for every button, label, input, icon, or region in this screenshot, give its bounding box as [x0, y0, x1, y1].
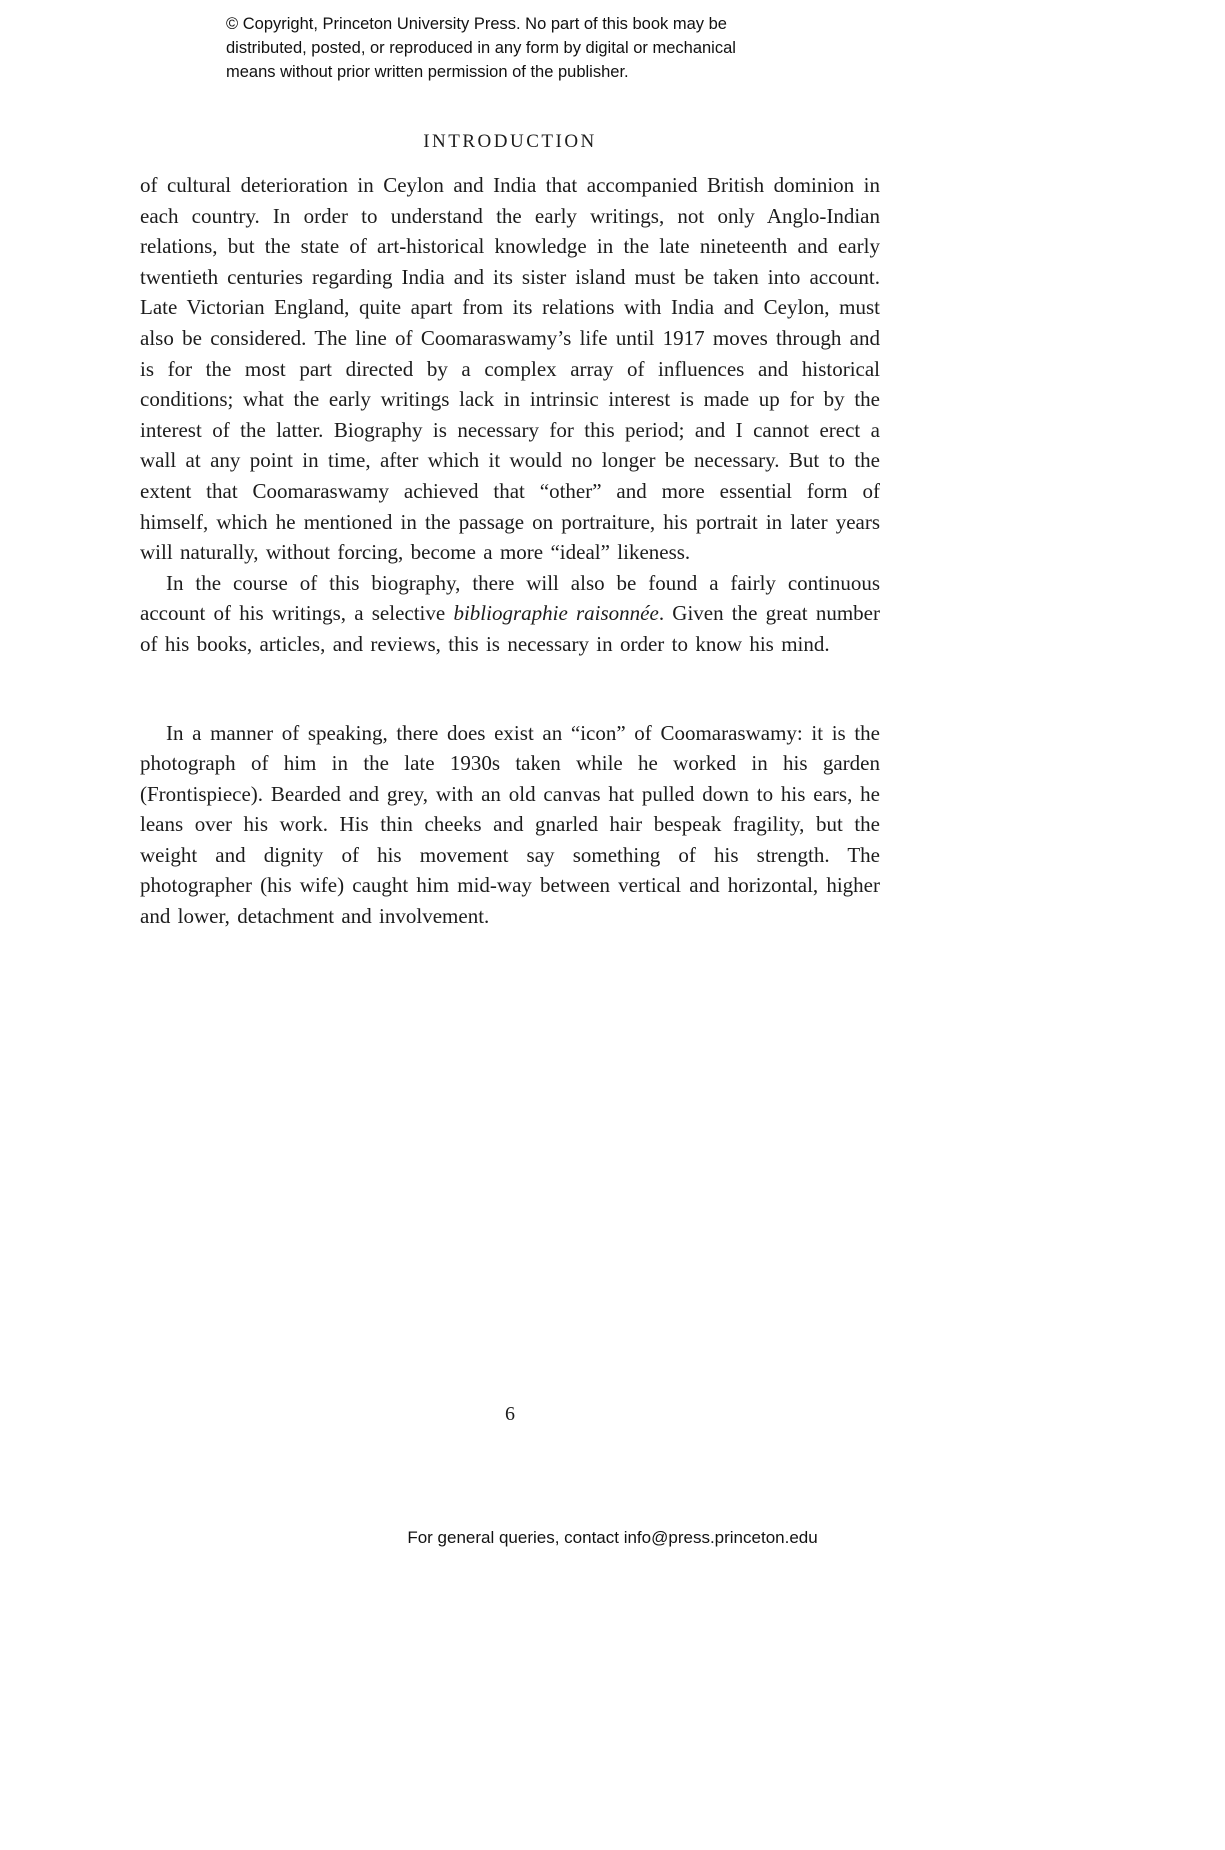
page-number: 6: [505, 1403, 515, 1425]
copyright-line-1: © Copyright, Princeton University Press. No part of this book may be: [226, 15, 727, 33]
body-text: [140, 170, 880, 932]
chapter-heading: INTRODUCTION: [423, 131, 597, 152]
paragraph-2-text-post: . Given the great number of his books, articles, and reviews, this is necessary in order to know his mind.: [140, 601, 880, 656]
paragraph-1: of cultural deterioration in Ceylon and India that accompanied British dominion in each country. In order to understand the early writings, not only Anglo-Indian relations, but the state of art-historical knowledge in the late nineteenth and early twentieth centuries regarding India and its sister island must be taken into account. Late Victorian England, quite apart from its relations with India and Ceylon, must also be considered. The line of Coomaraswamy’s life until 1917 moves through and is for the most part directed by a complex array of influences and historical conditions; what the early writings lack in intrinsic interest is made up for by the interest of the latter. Biography is necessary for this period; and I cannot erect a wall at any point in time, after which it would no longer be necessary. But to the extent that Coomaraswamy achieved that “other” and more essential form of himself, which he mentioned in the passage on portraiture, his portrait in later years will naturally, without forcing, become a more “ideal” likeness.: [140, 173, 880, 565]
copyright-line-2: distributed, posted, or reproduced in any form by digital or mechanical: [226, 39, 736, 57]
footer-contact: For general queries, contact info@press.princeton.edu: [407, 1528, 818, 1547]
paragraph-3: In a manner of speaking, there does exist an “icon” of Coomaraswamy: it is the photograph of him in the late 1930s taken while he worked in his garden (Frontispiece). Bearded and grey, with an old canvas hat pulled down to his ears, he leans over his work. His thin cheeks and gnarled hair bespeak fragility, but the weight and dignity of his movement say something of his strength. The photographer (his wife) caught him mid-way between vertical and horizontal, higher and lower, detachment and involvement.: [140, 720, 880, 929]
copyright-line-3: means without prior written permission of the publisher.: [226, 63, 629, 81]
italic-phrase: bibliographie raisonnée: [453, 601, 659, 626]
paragraph-2-text-pre: In the course of this biography, there will also be found a fairly continuous account of his writings, a selective: [140, 570, 880, 626]
copyright-notice: [226, 12, 866, 84]
paragraph-2: [140, 568, 880, 660]
